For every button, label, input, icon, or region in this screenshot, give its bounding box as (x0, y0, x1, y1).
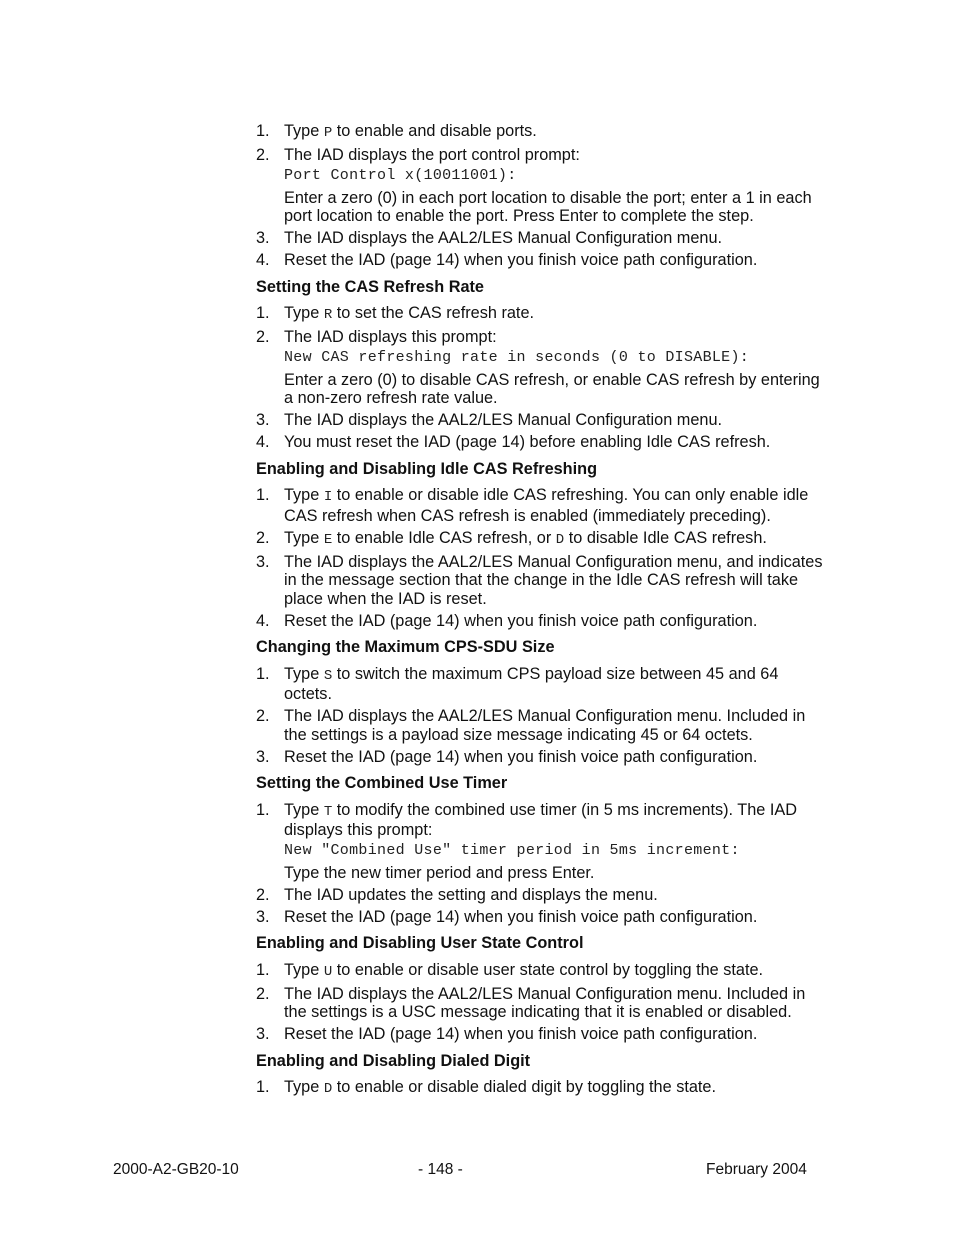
list-item (256, 1025, 826, 1044)
step-text: Type (284, 304, 324, 322)
step-number: 3. (256, 907, 270, 926)
list-item (256, 801, 826, 883)
document-id: 2000-A2-GB20-10 (113, 1161, 239, 1178)
list-item (256, 665, 826, 704)
step-text: The IAD updates the setting and displays the menu. (284, 885, 658, 904)
step-text: Type (284, 122, 324, 140)
command-key: R (323, 307, 333, 323)
list-item (256, 612, 826, 631)
list-item (256, 411, 826, 430)
publication-date: February 2004 (706, 1161, 807, 1178)
step-instructions: Enter a zero (0) to disable CAS refresh, or enable CAS refresh by entering a non-zero refresh rate value. (284, 370, 820, 407)
section-port-control (256, 122, 826, 270)
command-key: D (323, 1081, 333, 1097)
step-number: 2. (256, 328, 270, 346)
step-text: to enable or disable dialed digit by toggling the state. (332, 1078, 717, 1096)
step-text: to set the CAS refresh rate. (332, 304, 535, 322)
step-number: 4. (256, 433, 270, 451)
command-key: T (323, 803, 333, 820)
step-text: Reset the IAD (page 14) when you finish voice path configuration. (284, 747, 758, 766)
command-key: U (323, 963, 333, 980)
page-number: - 148 - (418, 1161, 463, 1178)
list-item (256, 251, 826, 270)
list-item (256, 961, 826, 982)
step-text: The IAD displays this prompt: (284, 328, 497, 346)
section-user-state-control (256, 934, 826, 1044)
step-text: to switch the maximum CPS payload size between 45 and 64 octets. (284, 664, 779, 703)
list-item (256, 908, 826, 927)
section-dialed-digit (256, 1052, 826, 1099)
section-cas-refresh-rate (256, 278, 826, 452)
step-number: 3. (256, 552, 270, 571)
list-item (256, 886, 826, 905)
list-item (256, 328, 826, 408)
command-key: E (323, 531, 333, 548)
step-number: 1. (256, 664, 270, 683)
step-number: 1. (256, 1078, 270, 1096)
command-key: P (323, 125, 333, 141)
prompt-code: New "Combined Use" timer period in 5ms increment: (284, 842, 740, 859)
list-item (256, 146, 826, 226)
step-number: 1. (256, 800, 270, 819)
list-item (256, 486, 826, 525)
step-text: Reset the IAD (page 14) when you finish voice path configuration. (284, 907, 758, 926)
step-number: 2. (256, 528, 270, 547)
command-key: D (555, 531, 565, 548)
step-text: The IAD displays the port control prompt: (284, 146, 580, 164)
list-item (256, 553, 826, 609)
section-cps-sdu-size (256, 638, 826, 766)
command-key: S (323, 667, 333, 684)
step-text: You must reset the IAD (page 14) before enabling Idle CAS refresh. (284, 433, 771, 451)
step-text: Type (284, 664, 324, 683)
section-heading: Setting the CAS Refresh Rate (256, 277, 484, 296)
step-number: 2. (256, 984, 270, 1003)
step-text: Type (284, 1078, 324, 1096)
step-text: Type (284, 528, 324, 547)
step-text: Type (284, 800, 324, 819)
step-text: Type (284, 960, 324, 979)
step-number: 2. (256, 707, 270, 725)
section-heading: Enabling and Disabling Dialed Digit (256, 1051, 531, 1070)
section-combined-use-timer (256, 774, 826, 926)
list-item (256, 433, 826, 452)
step-number: 2. (256, 885, 270, 904)
step-text: to enable and disable ports. (332, 122, 537, 140)
step-number: 1. (256, 122, 270, 140)
step-text: to enable Idle CAS refresh, or (332, 528, 556, 547)
step-number: 1. (256, 304, 270, 322)
command-key: I (323, 489, 333, 505)
step-instructions: Enter a zero (0) in each port location to disable the port; enter a 1 in each port location to enable the port. Press Enter to complete the step. (284, 188, 812, 225)
step-text: The IAD displays the AAL2/LES Manual Configuration menu. Included in the settings is a payload size message indicating 45 or 64 octets. (284, 707, 806, 744)
step-text: Reset the IAD (page 14) when you finish voice path configuration. (284, 1025, 758, 1043)
list-item (256, 985, 826, 1022)
step-text: to enable or disable idle CAS refreshing. You can only enable idle CAS refresh when CAS refresh is enabled (immediately preceding). (284, 486, 809, 525)
step-text: The IAD displays the AAL2/LES Manual Configuration menu. Included in the settings is a USC message indicating that it is enabled or disabled. (284, 984, 806, 1021)
section-heading: Setting the Combined Use Timer (256, 774, 508, 792)
step-text: The IAD displays the AAL2/LES Manual Configuration menu, and indicates in the message section that the change in the Idle CAS refresh will take place when the IAD is reset. (284, 552, 823, 608)
list-item (256, 529, 826, 550)
step-number: 1. (256, 486, 270, 504)
list-item (256, 748, 826, 767)
step-text: Reset the IAD (page 14) when you finish voice path configuration. (284, 611, 758, 630)
step-text: The IAD displays the AAL2/LES Manual Configuration menu. (284, 229, 723, 247)
list-item (256, 1078, 826, 1099)
section-idle-cas-refreshing (256, 460, 826, 631)
document-body (256, 122, 826, 1102)
list-item (256, 304, 826, 325)
section-heading: Enabling and Disabling User State Control (256, 934, 584, 952)
section-heading: Enabling and Disabling Idle CAS Refreshing (256, 459, 598, 478)
list-item (256, 707, 826, 744)
step-text: to disable Idle CAS refresh. (564, 528, 767, 547)
step-text: The IAD displays the AAL2/LES Manual Configuration menu. (284, 411, 723, 429)
step-text: to enable or disable user state control by toggling the state. (332, 960, 764, 979)
step-text: Reset the IAD (page 14) when you finish voice path configuration. (284, 251, 758, 269)
list-item (256, 229, 826, 248)
section-heading: Changing the Maximum CPS-SDU Size (256, 638, 555, 656)
prompt-code: New CAS refreshing rate in seconds (0 to DISABLE): (284, 349, 750, 366)
step-number: 3. (256, 747, 270, 766)
step-number: 3. (256, 229, 270, 247)
step-number: 3. (256, 1025, 270, 1043)
list-item (256, 122, 826, 143)
step-text: to modify the combined use timer (in 5 ms increments). The IAD displays this prompt: (284, 800, 798, 839)
step-text: Type (284, 486, 324, 504)
prompt-code: Port Control x(10011001): (284, 167, 517, 184)
step-number: 2. (256, 146, 270, 164)
step-number: 4. (256, 251, 270, 269)
step-number: 1. (256, 960, 270, 979)
step-number: 4. (256, 611, 270, 630)
step-instructions: Type the new timer period and press Enter. (284, 863, 595, 882)
step-number: 3. (256, 411, 270, 429)
